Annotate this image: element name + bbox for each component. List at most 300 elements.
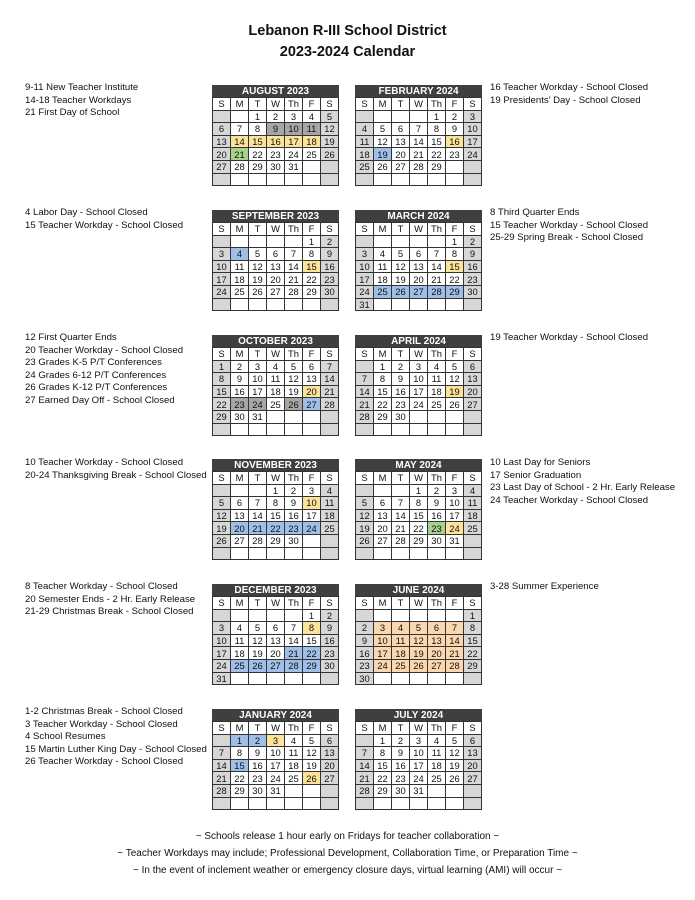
day-cell: 28 xyxy=(285,659,303,672)
empty-cell xyxy=(464,672,482,685)
day-cell: 15 xyxy=(374,759,392,772)
day-cell: 4 xyxy=(231,622,249,635)
day-cell: 18 xyxy=(392,647,410,660)
day-cell: 1 xyxy=(213,360,231,373)
weekday-label: M xyxy=(231,722,249,735)
day-cell: 12 xyxy=(374,135,392,148)
day-cell: 21 xyxy=(213,772,231,785)
weekday-label: W xyxy=(267,98,285,111)
empty-cell xyxy=(267,797,285,810)
day-cell: 8 xyxy=(464,622,482,635)
note-line: 4 Labor Day - School Closed xyxy=(25,207,148,218)
day-cell: 12 xyxy=(285,373,303,386)
day-cell: 19 xyxy=(249,273,267,286)
note-line: 9-11 New Teacher Institute xyxy=(25,82,139,93)
weekday-label: W xyxy=(410,472,428,485)
weekday-label: T xyxy=(392,348,410,361)
day-cell: 15 xyxy=(249,135,267,148)
day-cell: 16 xyxy=(267,135,285,148)
day-cell: 26 xyxy=(249,659,267,672)
day-cell: 30 xyxy=(249,784,267,797)
day-cell: 7 xyxy=(321,360,339,373)
day-cell: 24 xyxy=(249,398,267,411)
day-cell: 19 xyxy=(303,759,321,772)
day-cell: 30 xyxy=(285,534,303,547)
day-cell: 25 xyxy=(321,522,339,535)
day-cell: 22 xyxy=(267,522,285,535)
empty-cell xyxy=(231,797,249,810)
day-cell: 1 xyxy=(464,609,482,622)
notes-jan xyxy=(25,706,207,769)
note-line: 12 First Quarter Ends xyxy=(25,332,117,343)
day-cell: 24 xyxy=(303,522,321,535)
day-cell: 1 xyxy=(267,484,285,497)
day-cell: 16 xyxy=(446,135,464,148)
empty-cell xyxy=(303,423,321,436)
weekday-label: S xyxy=(213,472,231,485)
day-cell: 23 xyxy=(285,522,303,535)
day-cell: 30 xyxy=(392,410,410,423)
empty-cell xyxy=(303,672,321,685)
weekday-label: F xyxy=(303,472,321,485)
month-calendar-aug xyxy=(212,85,339,186)
day-cell: 3 xyxy=(374,622,392,635)
day-cell: 8 xyxy=(231,747,249,760)
day-cell: 23 xyxy=(464,273,482,286)
notes-feb xyxy=(490,82,648,107)
month-calendar-feb xyxy=(355,85,482,186)
empty-cell xyxy=(428,672,446,685)
weekday-label: T xyxy=(392,472,410,485)
day-cell: 21 xyxy=(321,385,339,398)
weekday-label: F xyxy=(303,722,321,735)
day-cell: 1 xyxy=(303,235,321,248)
day-cell: 5 xyxy=(249,622,267,635)
empty-cell xyxy=(213,423,231,436)
day-cell: 12 xyxy=(249,260,267,273)
day-cell: 30 xyxy=(231,410,249,423)
day-cell: 17 xyxy=(464,135,482,148)
empty-cell xyxy=(410,173,428,186)
day-cell: 22 xyxy=(303,273,321,286)
empty-cell xyxy=(267,423,285,436)
day-cell: 26 xyxy=(374,160,392,173)
empty-cell xyxy=(303,410,321,423)
weekday-label: Th xyxy=(285,597,303,610)
empty-cell xyxy=(356,609,374,622)
day-cell: 26 xyxy=(356,534,374,547)
weekday-label: W xyxy=(267,597,285,610)
empty-cell xyxy=(321,423,339,436)
empty-cell xyxy=(374,423,392,436)
weekday-label: T xyxy=(249,223,267,236)
day-cell: 19 xyxy=(446,385,464,398)
empty-cell xyxy=(428,298,446,311)
empty-cell xyxy=(374,235,392,248)
month-calendar-mar xyxy=(355,210,482,311)
empty-cell xyxy=(213,734,231,747)
day-cell: 9 xyxy=(321,622,339,635)
day-cell: 2 xyxy=(285,484,303,497)
day-cell: 13 xyxy=(410,260,428,273)
day-cell: 22 xyxy=(213,398,231,411)
day-cell: 15 xyxy=(267,509,285,522)
empty-cell xyxy=(374,797,392,810)
weekday-label: Th xyxy=(428,223,446,236)
empty-cell xyxy=(303,797,321,810)
weekday-label: S xyxy=(213,597,231,610)
weekday-label: Th xyxy=(428,348,446,361)
day-cell: 27 xyxy=(428,659,446,672)
month-header-apr: APRIL 2024 xyxy=(355,335,482,347)
day-cell: 21 xyxy=(356,772,374,785)
weekday-label: W xyxy=(410,722,428,735)
empty-cell xyxy=(267,609,285,622)
note-line: 10 Last Day for Seniors xyxy=(490,457,591,468)
day-cell: 7 xyxy=(356,747,374,760)
day-cell: 27 xyxy=(213,160,231,173)
day-cell: 4 xyxy=(428,360,446,373)
empty-cell xyxy=(428,235,446,248)
day-cell: 9 xyxy=(392,373,410,386)
weekday-label: T xyxy=(249,722,267,735)
weekday-label: F xyxy=(446,722,464,735)
notes-jun xyxy=(490,581,599,594)
day-cell: 22 xyxy=(249,148,267,161)
weekday-label: S xyxy=(321,98,339,111)
weekday-label: M xyxy=(231,348,249,361)
empty-cell xyxy=(285,672,303,685)
day-cell: 26 xyxy=(392,285,410,298)
empty-cell xyxy=(428,410,446,423)
weekday-label: S xyxy=(464,223,482,236)
empty-cell xyxy=(356,110,374,123)
empty-cell xyxy=(249,797,267,810)
day-cell: 10 xyxy=(356,260,374,273)
day-cell: 16 xyxy=(464,260,482,273)
weekday-label: F xyxy=(446,348,464,361)
day-cell: 13 xyxy=(464,373,482,386)
day-cell: 7 xyxy=(410,123,428,136)
weekday-label: W xyxy=(267,223,285,236)
day-cell: 5 xyxy=(285,360,303,373)
empty-cell xyxy=(249,609,267,622)
day-cell: 24 xyxy=(356,285,374,298)
day-cell: 2 xyxy=(231,360,249,373)
note-line: 23 Grades K-5 P/T Conferences xyxy=(25,357,162,368)
weekday-label: T xyxy=(392,597,410,610)
day-cell: 16 xyxy=(392,759,410,772)
day-cell: 5 xyxy=(303,734,321,747)
empty-cell xyxy=(285,609,303,622)
day-cell: 24 xyxy=(213,659,231,672)
day-cell: 28 xyxy=(356,784,374,797)
note-line: 17 Senior Graduation xyxy=(490,469,582,481)
weekday-label: S xyxy=(464,597,482,610)
empty-cell xyxy=(446,797,464,810)
day-cell: 29 xyxy=(231,784,249,797)
weekday-label: T xyxy=(392,223,410,236)
day-cell: 15 xyxy=(464,634,482,647)
day-cell: 27 xyxy=(303,398,321,411)
empty-cell xyxy=(374,672,392,685)
day-cell: 3 xyxy=(446,484,464,497)
weekday-label: W xyxy=(410,348,428,361)
day-cell: 29 xyxy=(410,534,428,547)
empty-cell xyxy=(231,235,249,248)
empty-cell xyxy=(464,173,482,186)
month-header-mar: MARCH 2024 xyxy=(355,210,482,222)
day-cell: 3 xyxy=(213,248,231,261)
day-cell: 26 xyxy=(446,398,464,411)
day-cell: 12 xyxy=(213,509,231,522)
day-cell: 4 xyxy=(464,484,482,497)
day-cell: 14 xyxy=(428,260,446,273)
weekday-label: F xyxy=(446,597,464,610)
day-cell: 12 xyxy=(392,260,410,273)
weekday-label: M xyxy=(231,98,249,111)
day-cell: 9 xyxy=(464,248,482,261)
empty-cell xyxy=(374,484,392,497)
day-cell: 6 xyxy=(321,734,339,747)
day-cell: 31 xyxy=(213,672,231,685)
day-cell: 21 xyxy=(356,398,374,411)
day-cell: 11 xyxy=(321,497,339,510)
empty-cell xyxy=(285,173,303,186)
empty-cell xyxy=(392,110,410,123)
weekday-label: F xyxy=(446,223,464,236)
note-line: 27 Earned Day Off - School Closed xyxy=(25,394,175,406)
day-cell: 24 xyxy=(410,772,428,785)
empty-cell xyxy=(392,547,410,560)
day-cell: 14 xyxy=(321,373,339,386)
empty-cell xyxy=(321,784,339,797)
day-cell: 7 xyxy=(213,747,231,760)
day-cell: 21 xyxy=(446,647,464,660)
day-cell: 14 xyxy=(249,509,267,522)
day-cell: 16 xyxy=(231,385,249,398)
day-cell: 4 xyxy=(374,248,392,261)
month-header-may: MAY 2024 xyxy=(355,459,482,471)
note-line: 3 Teacher Workday - School Closed xyxy=(25,718,178,730)
month-header-jun: JUNE 2024 xyxy=(355,584,482,596)
day-cell: 20 xyxy=(392,148,410,161)
day-cell: 21 xyxy=(428,273,446,286)
day-cell: 26 xyxy=(285,398,303,411)
empty-cell xyxy=(285,797,303,810)
day-cell: 5 xyxy=(392,248,410,261)
day-cell: 25 xyxy=(428,772,446,785)
day-cell: 19 xyxy=(374,148,392,161)
weekday-label: W xyxy=(410,223,428,236)
day-cell: 2 xyxy=(464,235,482,248)
day-cell: 25 xyxy=(428,398,446,411)
day-cell: 8 xyxy=(249,123,267,136)
day-cell: 27 xyxy=(267,659,285,672)
note-line: 14-18 Teacher Workdays xyxy=(25,94,132,106)
day-cell: 11 xyxy=(231,634,249,647)
weekday-label: Th xyxy=(285,223,303,236)
day-cell: 9 xyxy=(231,373,249,386)
day-cell: 6 xyxy=(231,497,249,510)
day-cell: 2 xyxy=(356,622,374,635)
day-cell: 30 xyxy=(321,659,339,672)
day-cell: 18 xyxy=(428,759,446,772)
day-cell: 13 xyxy=(392,135,410,148)
empty-cell xyxy=(428,784,446,797)
note-line: 8 Teacher Workday - School Closed xyxy=(25,581,178,592)
day-cell: 3 xyxy=(249,360,267,373)
day-cell: 18 xyxy=(231,647,249,660)
empty-cell xyxy=(213,609,231,622)
day-cell: 25 xyxy=(231,285,249,298)
day-cell: 10 xyxy=(374,634,392,647)
day-cell: 2 xyxy=(249,734,267,747)
day-cell: 14 xyxy=(356,759,374,772)
day-cell: 18 xyxy=(303,135,321,148)
day-cell: 31 xyxy=(249,410,267,423)
weekday-label: S xyxy=(356,597,374,610)
day-cell: 10 xyxy=(410,373,428,386)
empty-cell xyxy=(464,298,482,311)
day-cell: 20 xyxy=(213,148,231,161)
note-line: 20 Teacher Workday - School Closed xyxy=(25,344,184,356)
day-cell: 24 xyxy=(285,148,303,161)
day-cell: 13 xyxy=(374,509,392,522)
month-calendar-nov xyxy=(212,459,339,560)
day-cell: 25 xyxy=(392,659,410,672)
weekday-label: T xyxy=(392,98,410,111)
day-cell: 3 xyxy=(464,110,482,123)
day-cell: 1 xyxy=(374,734,392,747)
day-cell: 11 xyxy=(374,260,392,273)
day-cell: 13 xyxy=(231,509,249,522)
day-cell: 17 xyxy=(213,647,231,660)
day-cell: 12 xyxy=(249,634,267,647)
day-cell: 5 xyxy=(410,622,428,635)
empty-cell xyxy=(285,298,303,311)
weekday-label: Th xyxy=(428,597,446,610)
empty-cell xyxy=(356,235,374,248)
empty-cell xyxy=(428,173,446,186)
day-cell: 29 xyxy=(303,285,321,298)
empty-cell xyxy=(464,160,482,173)
day-cell: 17 xyxy=(285,135,303,148)
day-cell: 1 xyxy=(428,110,446,123)
empty-cell xyxy=(392,235,410,248)
empty-cell xyxy=(392,484,410,497)
day-cell: 5 xyxy=(446,360,464,373)
day-cell: 7 xyxy=(428,248,446,261)
empty-cell xyxy=(356,547,374,560)
day-cell: 15 xyxy=(213,385,231,398)
empty-cell xyxy=(356,360,374,373)
day-cell: 24 xyxy=(374,659,392,672)
day-cell: 7 xyxy=(392,497,410,510)
day-cell: 4 xyxy=(392,622,410,635)
empty-cell xyxy=(356,484,374,497)
note-line: 1-2 Christmas Break - School Closed xyxy=(25,706,183,717)
day-cell: 23 xyxy=(428,522,446,535)
day-cell: 3 xyxy=(267,734,285,747)
day-cell: 9 xyxy=(321,248,339,261)
day-cell: 8 xyxy=(428,123,446,136)
day-cell: 31 xyxy=(410,784,428,797)
empty-cell xyxy=(285,547,303,560)
day-cell: 8 xyxy=(213,373,231,386)
day-cell: 9 xyxy=(356,634,374,647)
day-cell: 16 xyxy=(392,385,410,398)
notes-dec xyxy=(25,581,195,619)
day-cell: 13 xyxy=(267,634,285,647)
weekday-label: S xyxy=(464,722,482,735)
empty-cell xyxy=(303,173,321,186)
notes-mar xyxy=(490,207,648,245)
note-line: 24 Teacher Workday - School Closed xyxy=(490,494,649,506)
day-cell: 10 xyxy=(213,634,231,647)
day-cell: 27 xyxy=(464,772,482,785)
day-cell: 17 xyxy=(303,509,321,522)
day-cell: 6 xyxy=(392,123,410,136)
day-cell: 15 xyxy=(410,509,428,522)
day-cell: 7 xyxy=(231,123,249,136)
day-cell: 17 xyxy=(374,647,392,660)
weekday-label: T xyxy=(249,348,267,361)
weekday-label: F xyxy=(303,348,321,361)
day-cell: 10 xyxy=(410,747,428,760)
day-cell: 23 xyxy=(356,659,374,672)
empty-cell xyxy=(321,173,339,186)
note-line: 23 Last Day of School - 2 Hr. Early Release xyxy=(490,482,676,493)
notes-aug xyxy=(25,82,138,120)
empty-cell xyxy=(428,797,446,810)
note-line: 19 Presidents’ Day - School Closed xyxy=(490,94,641,106)
day-cell: 9 xyxy=(428,497,446,510)
day-cell: 25 xyxy=(374,285,392,298)
day-cell: 11 xyxy=(428,373,446,386)
notes-may xyxy=(490,457,675,507)
day-cell: 12 xyxy=(446,373,464,386)
day-cell: 27 xyxy=(374,534,392,547)
day-cell: 29 xyxy=(464,659,482,672)
day-cell: 20 xyxy=(231,522,249,535)
day-cell: 28 xyxy=(249,534,267,547)
day-cell: 2 xyxy=(321,609,339,622)
note-line: 26 Teacher Workday - School Closed xyxy=(25,756,184,767)
notes-oct xyxy=(25,332,183,407)
day-cell: 1 xyxy=(249,110,267,123)
day-cell: 18 xyxy=(285,759,303,772)
day-cell: 29 xyxy=(428,160,446,173)
day-cell: 17 xyxy=(356,273,374,286)
empty-cell xyxy=(356,173,374,186)
empty-cell xyxy=(321,797,339,810)
weekday-label: Th xyxy=(285,98,303,111)
note-line: 15 Martin Luther King Day - School Closed xyxy=(25,743,207,755)
weekday-label: M xyxy=(374,98,392,111)
note-line: 21-29 Christmas Break - School Closed xyxy=(25,606,194,617)
day-cell: 18 xyxy=(321,509,339,522)
empty-cell xyxy=(249,423,267,436)
day-cell: 21 xyxy=(231,148,249,161)
weekday-label: T xyxy=(392,722,410,735)
month-calendar-dec xyxy=(212,584,339,685)
day-cell: 14 xyxy=(392,509,410,522)
notes-apr xyxy=(490,332,648,345)
day-cell: 30 xyxy=(392,784,410,797)
empty-cell xyxy=(464,797,482,810)
day-cell: 3 xyxy=(410,734,428,747)
